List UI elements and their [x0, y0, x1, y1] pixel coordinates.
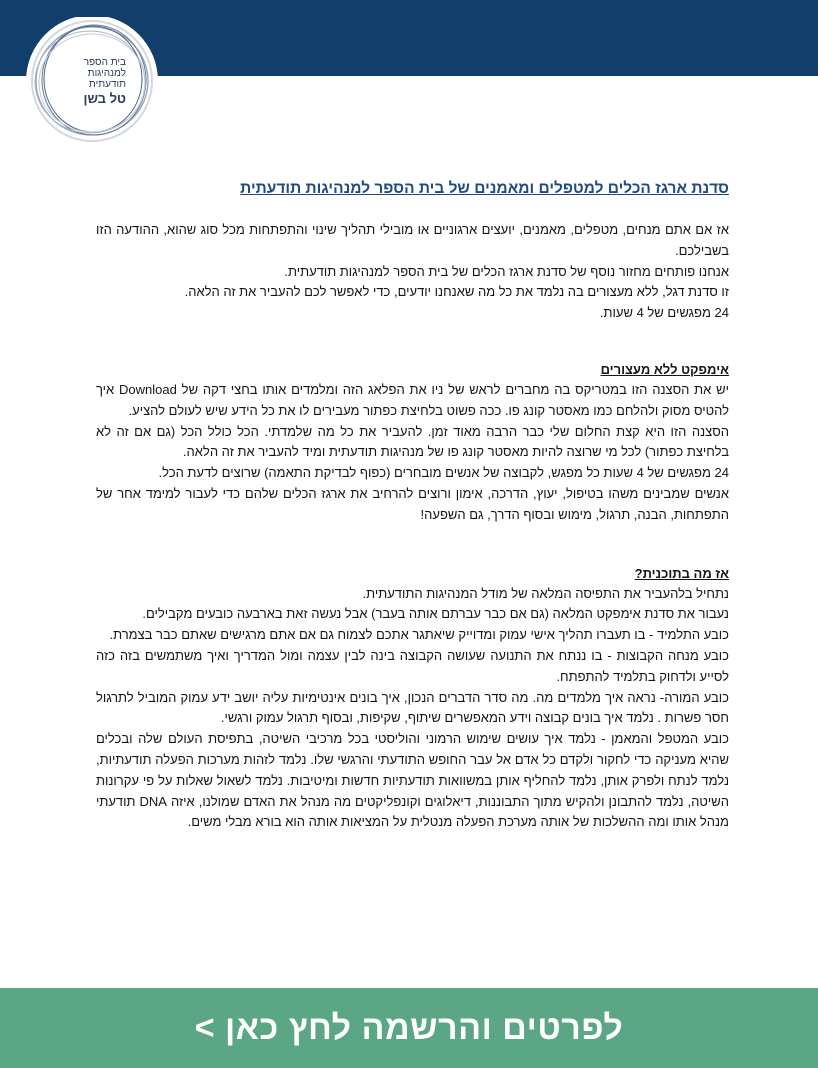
intro-paragraph: אנחנו פותחים מחזור נוסף של סדנת ארגז הכלים של בית הספר למנהיגות תודעתית.	[284, 263, 729, 279]
section-paragraph: כובע מנחה הקבוצות - בו ננתח את התנועה שעושה הקבוצה בינה לבין עצמה ומול המדריך ואיך משתמשים בזה כזה לסייע ולדחוק בתלמיד להתפתח.	[96, 647, 729, 684]
section-paragraph: יש את הסצנה הזו במטריקס בה מחברים לראש של ניו את הפלאג הזה ומלמדים אותו בחצי דקה של Download איך להטיס מסוק ולהלחם כמו מאסטר קונג פו. ככה פשוט בלחיצת כפתור מעבירים לו את כל הידע שיש לעולם להציע.	[96, 381, 730, 418]
logo-line: למנהיגות	[87, 68, 126, 79]
logo-line: בית הספר	[83, 57, 126, 68]
spacer	[96, 324, 729, 360]
register-cta-label: לפרטים והרשמה לחץ כאן >	[194, 1008, 624, 1047]
section-paragraph: נתחיל בלהעביר את התפיסה המלאה של מודל המנהיגות התודעתית.	[362, 585, 729, 601]
document-title: סדנת ארגז הכלים למטפלים ומאמנים של בית הספר למנהיגות תודעתית	[240, 180, 729, 197]
intro-paragraph: 24 מפגשים של 4 שעות.	[599, 305, 729, 321]
section-paragraph: אנשים שמבינים משהו בטיפול, יעוץ, הדרכה, אימון ורוצים להרחיב את ארגז הכלים שלהם כדי לעבור למימד אחר של התפתחות, הבנה, תרגול, מימוש ובסוף הדרך, גם השפעה!	[96, 485, 729, 522]
intro-paragraph: זו סדנת דגל, ללא מעצורים בה נלמד את כל מה שאנחנו יודעים, כדי לאפשר לכם להעביר את זה הלאה.	[184, 284, 729, 300]
section-title-program: אז מה בתוכנית?	[634, 565, 729, 581]
logo-name: טל בשן	[83, 91, 126, 106]
intro-paragraph: אז אם אתם מנחים, מטפלים, מאמנים, יועצים ארגוניים או מובילי תהליך שינוי והתפתחות מכל סוג שהוא, ההודעה הזו בשבילכם.	[96, 222, 729, 258]
section-paragraph: כובע התלמיד - בו תעברו תהליך אישי עמוק ומדוייק שיאתגר אתכם לצמוח גם אם אתם מרגישים שאתם כבר בצמרת.	[109, 627, 729, 643]
section-title-impact: אימפקט ללא מעצורים	[600, 361, 729, 377]
section-paragraph: כובע המורה- נראה איך מלמדים מה. מה סדר הדברים הנכון, איך בונים אינטימיות עליה יושב ידע עמוק המוביל לתרגול חסר פשרות . נלמד איך בונים קבוצה וידע המאפשרים שיתוף, שקיפות, ובסוף תרגול עמוק ורגשי.	[96, 689, 729, 726]
section-paragraph: 24 מפגשים של 4 שעות כל מפגש, לקבוצה של אנשים מובחרים (כפוף לבדיקת התאמה) שרוצים לדעת הכל.	[158, 465, 729, 481]
section-paragraph: כובע המטפל והמאמן - נלמד איך עושים שימוש הרמוני והוליסטי בכל מרכיבי השיטה, בתפיסת העולם שלה ובכלים שהיא מעניקה כדי לחקור ולקדם כל אדם אל עבר החופש התודעתי והרגשי שלו. נלמד לזהות מערכות הפעלה תודעתיות, נלמד לנתח ולפרק אותן, נלמד להחליף אותן במשוואות תודעתיות חדשות ומיטיבות. נלמד לשאול שאלות על פי עקרונות השיטה, נלמד להתבונן ולהקיש מתוך התבוננות, דיאלוגים וקונפליקטים מה מנהל את האדם שמולנו, איזה DNA תודעתי מנהל אותו ומה ההשלכות של אותה מערכת הפעלה מנטלית על המציאות אותה הוא בורא מבלי משים.	[96, 731, 729, 830]
document-body	[96, 170, 729, 833]
section-paragraph: הסצנה הזו היא קצת החלום שלי כבר הרבה מאוד זמן. להעביר את כל מה שלמדתי. הכל כולל הכל (גם אם זה לא בלחיצת כפתור) לכל מי שרוצה להיות מאסטר קונג פו של מנהיגות תודעתית ומיד להעביר את זה הלאה.	[96, 423, 729, 460]
section-paragraph: נעבור את סדנת אימפקט המלאה (גם אם כבר עברתם אותה בעבר) אבל נעשה זאת בארבעה כובעים מקבילים.	[142, 606, 729, 622]
logo-line: תודעתית	[88, 79, 126, 90]
register-cta-button[interactable]	[0, 988, 818, 1068]
school-logo	[16, 17, 166, 145]
spacer	[96, 526, 729, 564]
logo-text	[60, 57, 126, 107]
